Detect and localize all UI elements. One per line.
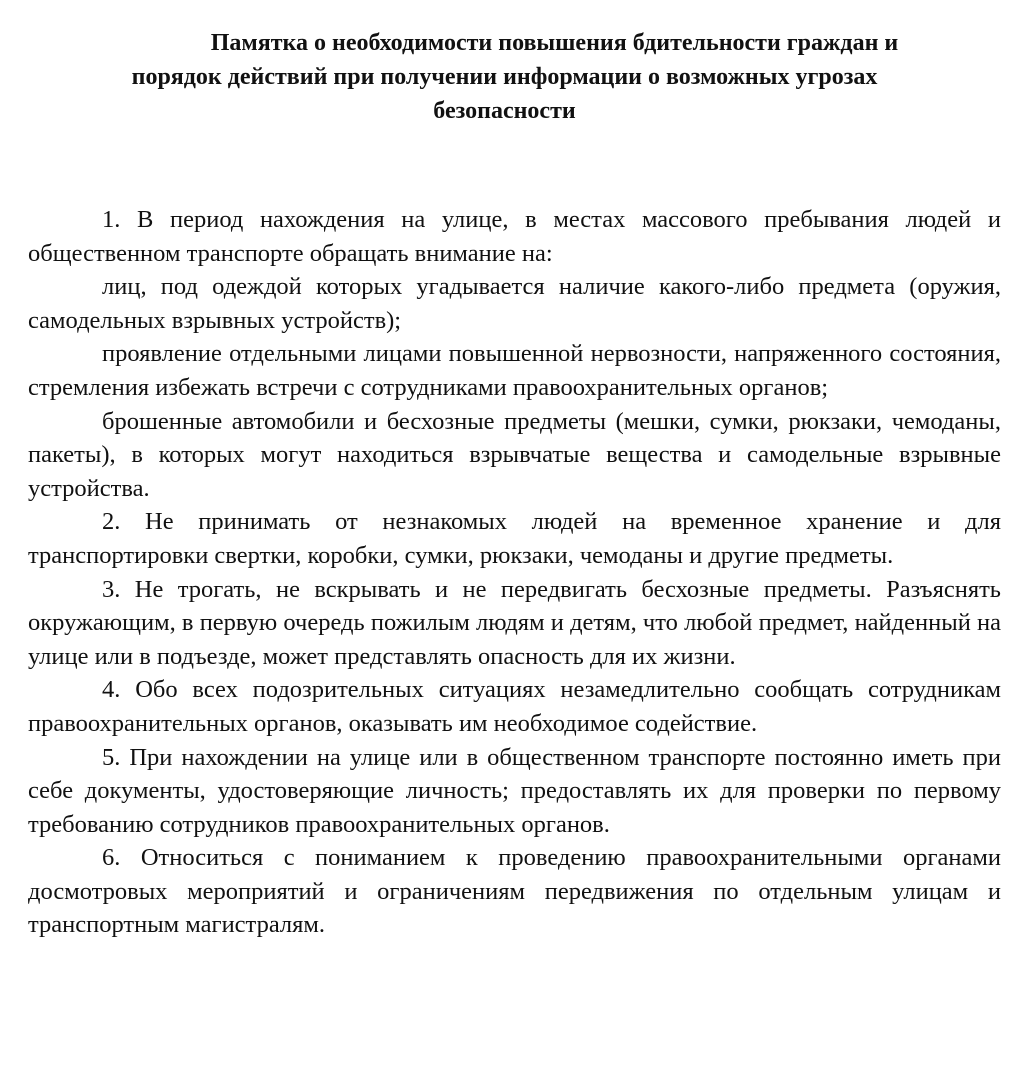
document-title bbox=[28, 26, 1001, 128]
paragraph-subitem: брошенные автомобили и бесхозные предметы (мешки, сумки, рюкзаки, чемоданы, пакеты), в которых могут находиться взрывчатые вещества и самодельные взрывные устройства. bbox=[28, 407, 1001, 502]
title-line: порядок действий при получении информации о возможных угрозах bbox=[131, 64, 878, 90]
document-page bbox=[28, 26, 1001, 942]
paragraph-item-3: 3. Не трогать, не вскрывать и не передвигать бесхозные предметы. Разъяснять окружающим, в первую очередь пожилым людям и детям, что любой предмет, найденный на улице или в подъезде, может представлять опасность для их жизни. bbox=[28, 575, 1001, 670]
paragraph-item-6: 6. Относиться с пониманием к проведению правоохранительными органами досмотровых мероприятий и ограничениям передвижения по отдельным улицам и транспортным магистралям. bbox=[28, 844, 1001, 939]
paragraph-item-2: 2. Не принимать от незнакомых людей на временное хранение и для транспортировки свертки, коробки, сумки, рюкзаки, чемоданы и другие предметы. bbox=[28, 508, 1001, 569]
title-line: Памятка о необходимости повышения бдительности граждан и bbox=[210, 30, 899, 56]
paragraph-item-5: 5. При нахождении на улице или в общественном транспорте постоянно иметь при себе документы, удостоверяющие личность; предоставлять их для проверки по первому требованию сотрудников правоохранительных органов. bbox=[28, 743, 1001, 838]
paragraph-subitem: лиц, под одеждой которых угадывается наличие какого-либо предмета (оружия, самодельных взрывных устройств); bbox=[28, 273, 1001, 334]
document-body bbox=[28, 203, 1001, 942]
title-line: безопасности bbox=[433, 98, 576, 124]
paragraph-subitem: проявление отдельными лицами повышенной нервозности, напряженного состояния, стремления избежать встречи с сотрудниками правоохранительных органов; bbox=[28, 340, 1001, 401]
paragraph-item-4: 4. Обо всех подозрительных ситуациях незамедлительно сообщать сотрудникам правоохранительных органов, оказывать им необходимое содействие. bbox=[28, 676, 1001, 737]
paragraph-item-1: 1. В период нахождения на улице, в местах массового пребывания людей и общественном транспорте обращать внимание на: bbox=[28, 206, 1001, 267]
